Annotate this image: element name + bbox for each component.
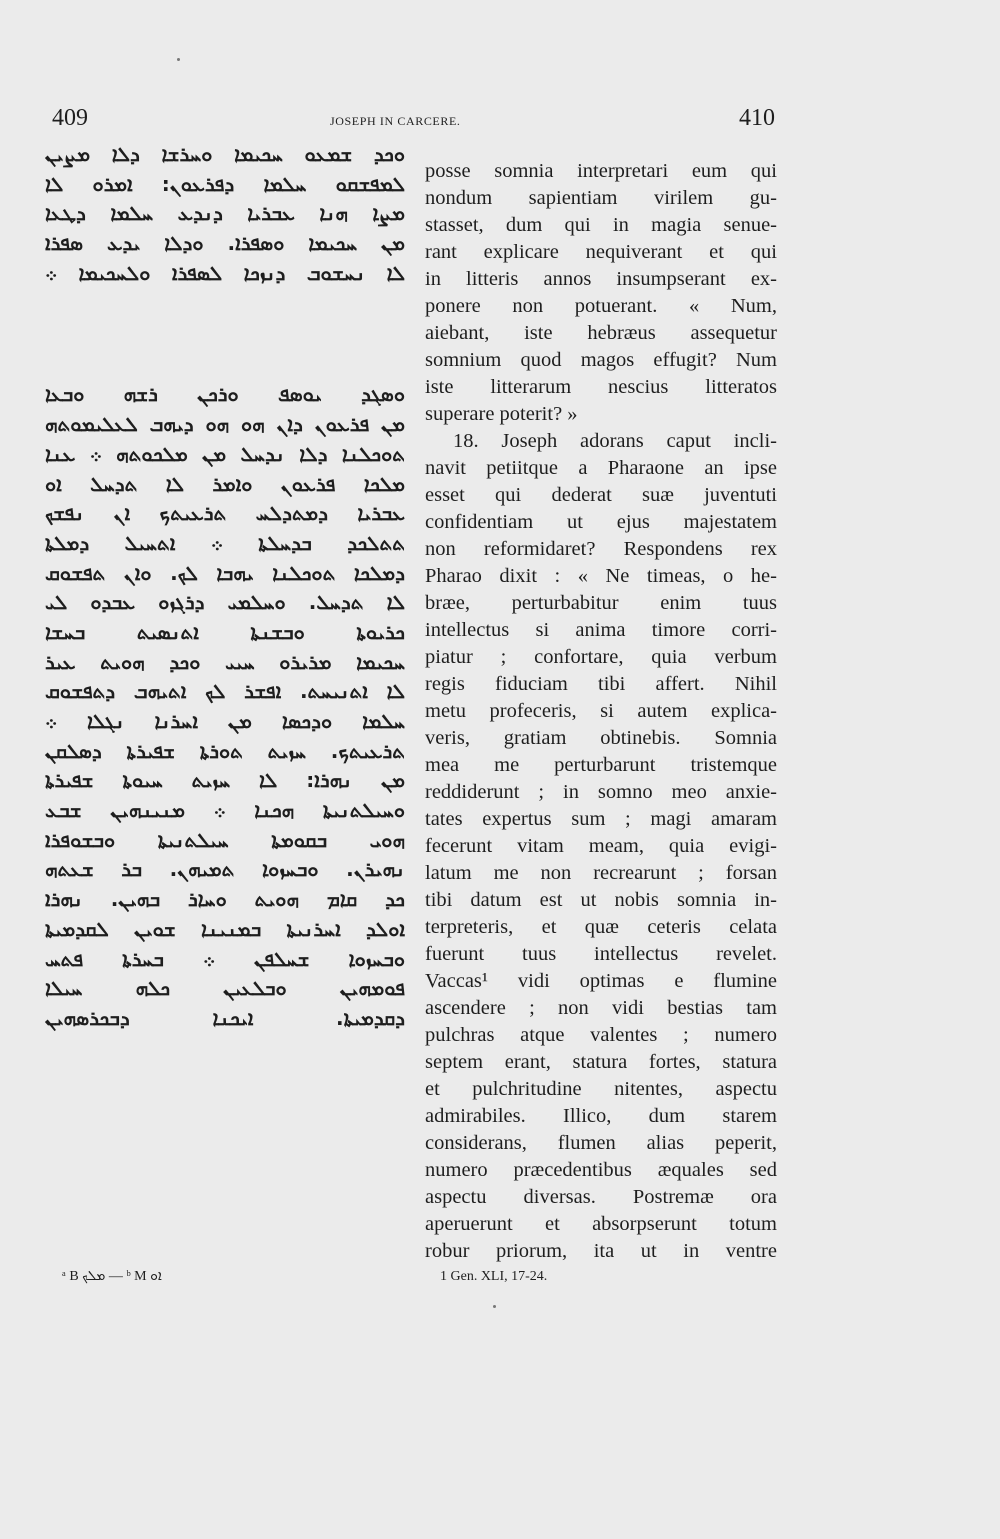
syriac-line: ܘܟܕ ܫܡܥܘ ܚܟܝܡܐ ܘܚܪܫܐ ܕܠܐ ܡܨܝܢ: [45, 142, 405, 166]
syriac-line: ܠܐ ܐܬܢܝܚܬ. ܐܦܫܪ ܠܟ ܐܬܝܗܒ ܕܬܦܫܘܩ: [45, 679, 405, 704]
latin-paragraph-start: 18. Joseph adorans caput incli-: [453, 430, 777, 452]
syriac-line: ܡܢ ܚܟܝܡܐ ܘܣܦܪܐ. ܘܕܠܐ ܝܕܥ ܣܦܪܐ: [45, 231, 405, 256]
latin-line: aiebant, iste hebræus assequetur: [425, 322, 777, 344]
latin-line: piatur ; confortare, quia verbum: [425, 646, 777, 668]
syriac-line: ܟܕ ܩܐܡ ܗܘܝܬ ܘܚܐܪ ܒܗܝܢ. ܢܗܪܐ: [45, 887, 405, 912]
latin-line: somnium quod magos effugit? Num: [425, 349, 777, 371]
latin-line: in litteris annos insumpserant ex-: [425, 268, 777, 290]
latin-line: septem erant, statura fortes, statura: [425, 1051, 777, 1073]
latin-column: [425, 158, 777, 1265]
latin-line: nondum sapientiam virilem gu-: [425, 187, 777, 209]
latin-line: fuerunt tuus intellectus revelet.: [425, 943, 777, 965]
syriac-line: ܡܢ ܦܪܥܘܢ ܕܐܢ ܗܘ ܗܘ ܕܝܗܒ ܠܥܠܝܡܘܬܗ: [45, 412, 405, 437]
latin-line: aspectu diversas. Postremæ ora: [425, 1186, 777, 1208]
syriac-line: ܡܢ ܢܗܪܐ: ܠܐ ܚܙܝܬ ܚܝܘܬܐ ܫܦܝܪܬܐ: [45, 768, 405, 793]
syriac-line: ܚܠܡܐ ܘܕܟܣܐ ܡܢ ܐܚܪܢܐ ܢܓܠܐ ܀: [45, 709, 405, 733]
running-head: JOSEPH IN CARCERE.: [330, 114, 461, 128]
latin-line: esset qui dederat suæ juventuti: [425, 484, 777, 506]
latin-line: metu profeceris, si autem explica-: [425, 700, 777, 722]
latin-line: robur priorum, ita ut in ventre: [425, 1240, 777, 1262]
latin-line: iste litterarum nescius litteratos: [425, 376, 777, 398]
left-footnote: ᵃ B ܡܠܟ — ᵇ M ܐܘ: [62, 1269, 162, 1284]
latin-line: ponere non potuerant. « Num,: [425, 295, 777, 317]
syriac-line: ܘܣܓܕ ܝܘܣܦ ܘܪܟܢ ܪܫܗ ܘܒܥܐ: [45, 382, 405, 407]
syriac-line: ܦܘܡܗܝܢ ܘܒܠܥܝܢ ܟܠܗ ܚܝܠܐ: [45, 976, 405, 1001]
latin-line: Pharao dixit : « Ne timeas, o he-: [425, 565, 777, 587]
syriac-line: ܕܩܕܡܝܬܐ. ܐܝܟܢܐ ܕܒܟܪܣܗܝܢ: [45, 1005, 405, 1030]
latin-line: mea me perturbarunt tristemque: [425, 754, 777, 776]
latin-line: latum me non recrearunt ; forsan: [425, 862, 777, 884]
latin-line: posse somnia interpretari eum qui: [425, 160, 777, 182]
syriac-line: ܠܐ ܢܚܫܘܒ ܕܢܙܟܐ ܠܣܦܪܐ ܘܠܚܟܝܡܐ ܀: [45, 260, 405, 285]
page-header: [0, 105, 1000, 135]
latin-line: ascendere ; non vidi bestias tam: [425, 997, 777, 1019]
syriac-line: ܬܬܠܟܕ ܒܕܚܠܬܐ ܀ ܐܬܚܝܠ ܕܡܠܬܐ: [45, 530, 405, 555]
syriac-column: [45, 140, 405, 1034]
latin-line: superare poterit? »: [425, 403, 578, 425]
latin-line: terpreteris, et quæ ceteris celata: [425, 916, 777, 938]
latin-line: intellectus si anima timore corri-: [425, 619, 777, 641]
paragraph-gap: [45, 288, 405, 380]
latin-line: aperuerunt et absorpserunt totum: [425, 1213, 777, 1235]
right-page-number: 410: [739, 105, 775, 131]
latin-line: tibi datum est ut nobis somnia in-: [425, 889, 777, 911]
latin-line: pulchras atque valentes ; numero: [425, 1024, 777, 1046]
latin-line: stasset, dum qui in magia senue-: [425, 214, 777, 236]
left-page-number: 409: [52, 105, 88, 131]
right-footnote: 1 Gen. XLI, 17-24.: [440, 1269, 548, 1284]
latin-line: admirabiles. Illico, dum starem: [425, 1105, 777, 1127]
syriac-line: ܘܒܚܙܘܐ ܫܚܠܦܢ ܀ ܒܚܪܬܐ ܦܬܚ: [45, 946, 405, 971]
latin-line: non reformidaret? Respondens rex: [425, 538, 777, 560]
latin-line: et pulchritudine nitentes, aspectu: [425, 1078, 777, 1100]
syriac-line: ܡܨܐ ܗܢܐ ܥܒܪܝܐ ܕܢܕܥ ܚܠܡܐ ܕܛܥܐ: [45, 201, 405, 226]
syriac-line: ܥܒܪܝܐ ܕܡܬܕܠܚ ܬܪܥܝܬܟ ܐܢ ܢܦܫܟ: [45, 501, 405, 526]
latin-line: fecerunt vitam meam, quia evigi-: [425, 835, 777, 857]
syriac-line: ܗܘܝ ܒܩܘܡܬܐ ܚܝܠܬܢܝܬܐ ܘܒܫܘܦܪܐ: [45, 827, 405, 852]
latin-line: Vaccas¹ vidi optimas e flumine: [425, 970, 777, 992]
syriac-line: ܬܪܥܝܬܟ. ܚܙܝܬ ܬܘܪܬܐ ܫܦܝܪܬܐ ܕܣܠܩܢ: [45, 738, 405, 763]
syriac-line: ܕܡܠܟܐ ܬܘܟܠܢܐ ܝܗܒܐ ܠܟ. ܘܐܢ ܬܦܫܘܩ: [45, 560, 405, 585]
syriac-line: ܡܠܟܐ ܦܪܥܘܢ ܘܐܡܪ ܠܐ ܬܕܚܠ ܐܘ: [45, 471, 405, 496]
latin-line: tates expertus sum ; magi amaram: [425, 808, 777, 830]
syriac-line: ܟܪܝܘܬܐ ܘܒܫܢܬܐ ܐܬܢܣܝܬ ܒܚܫܐ: [45, 619, 405, 644]
syriac-line: ܚܟܝܡܐ ܡܪܝܪܘ ܚܝܝ ܘܟܕ ܗܘܝܬ ܥܝܪ: [45, 649, 405, 674]
syriac-line: ܢܗܝܪܢ. ܘܒܚܙܘܐ ܬܡܝܗܢ. ܒܪ ܫܥܬܗ: [45, 857, 405, 882]
latin-line: confidentiam ut ejus majestatem: [425, 511, 777, 533]
syriac-line: ܘܚܝܠܬܢܝܬܐ ܗܟܢܐ ܀ ܡܢܝܢܗܝܢ ܫܒܥ: [45, 798, 405, 823]
latin-line: navit petiitque a Pharaone an ipse: [425, 457, 777, 479]
syriac-line: ܬܘܟܠܢܐ ܕܠܐ ܢܕܚܠ ܡܢ ܡܠܟܘܬܗ ܀ ܥܢܐ: [45, 441, 405, 466]
latin-line: numero præcedentibus æquales sed: [425, 1159, 777, 1181]
latin-line: veris, gratiam obtinebis. Somnia: [425, 727, 777, 749]
latin-line: considerans, flumen alias peperit,: [425, 1132, 777, 1154]
syriac-line: ܐܘܠܕ ܐܚܪܢܝܬܐ ܒܡܢܝܢܐ ܫܘܝܢ ܠܩܕܡܝܬܐ: [45, 916, 405, 941]
latin-line: rant explicare nequiverant et qui: [425, 241, 777, 263]
paper-speck: [493, 1305, 496, 1308]
latin-line: bræe, perturbabitur enim tuus: [425, 592, 777, 614]
syriac-line: ܠܡܦܫܩܘ ܚܠܡܐ ܕܦܪܥܘܢ: ܐܡܪܘ ܠܐ: [45, 171, 405, 196]
paper-speck: [177, 58, 180, 61]
latin-line: reddiderunt ; in somno meo anxie-: [425, 781, 777, 803]
latin-line: regis fiduciam tibi affert. Nihil: [425, 673, 777, 695]
syriac-line: ܠܐ ܬܕܚܠ. ܘܚܠܡܝ ܕܪܓܙܘ ܥܒܕܘ ܠܝ: [45, 590, 405, 615]
